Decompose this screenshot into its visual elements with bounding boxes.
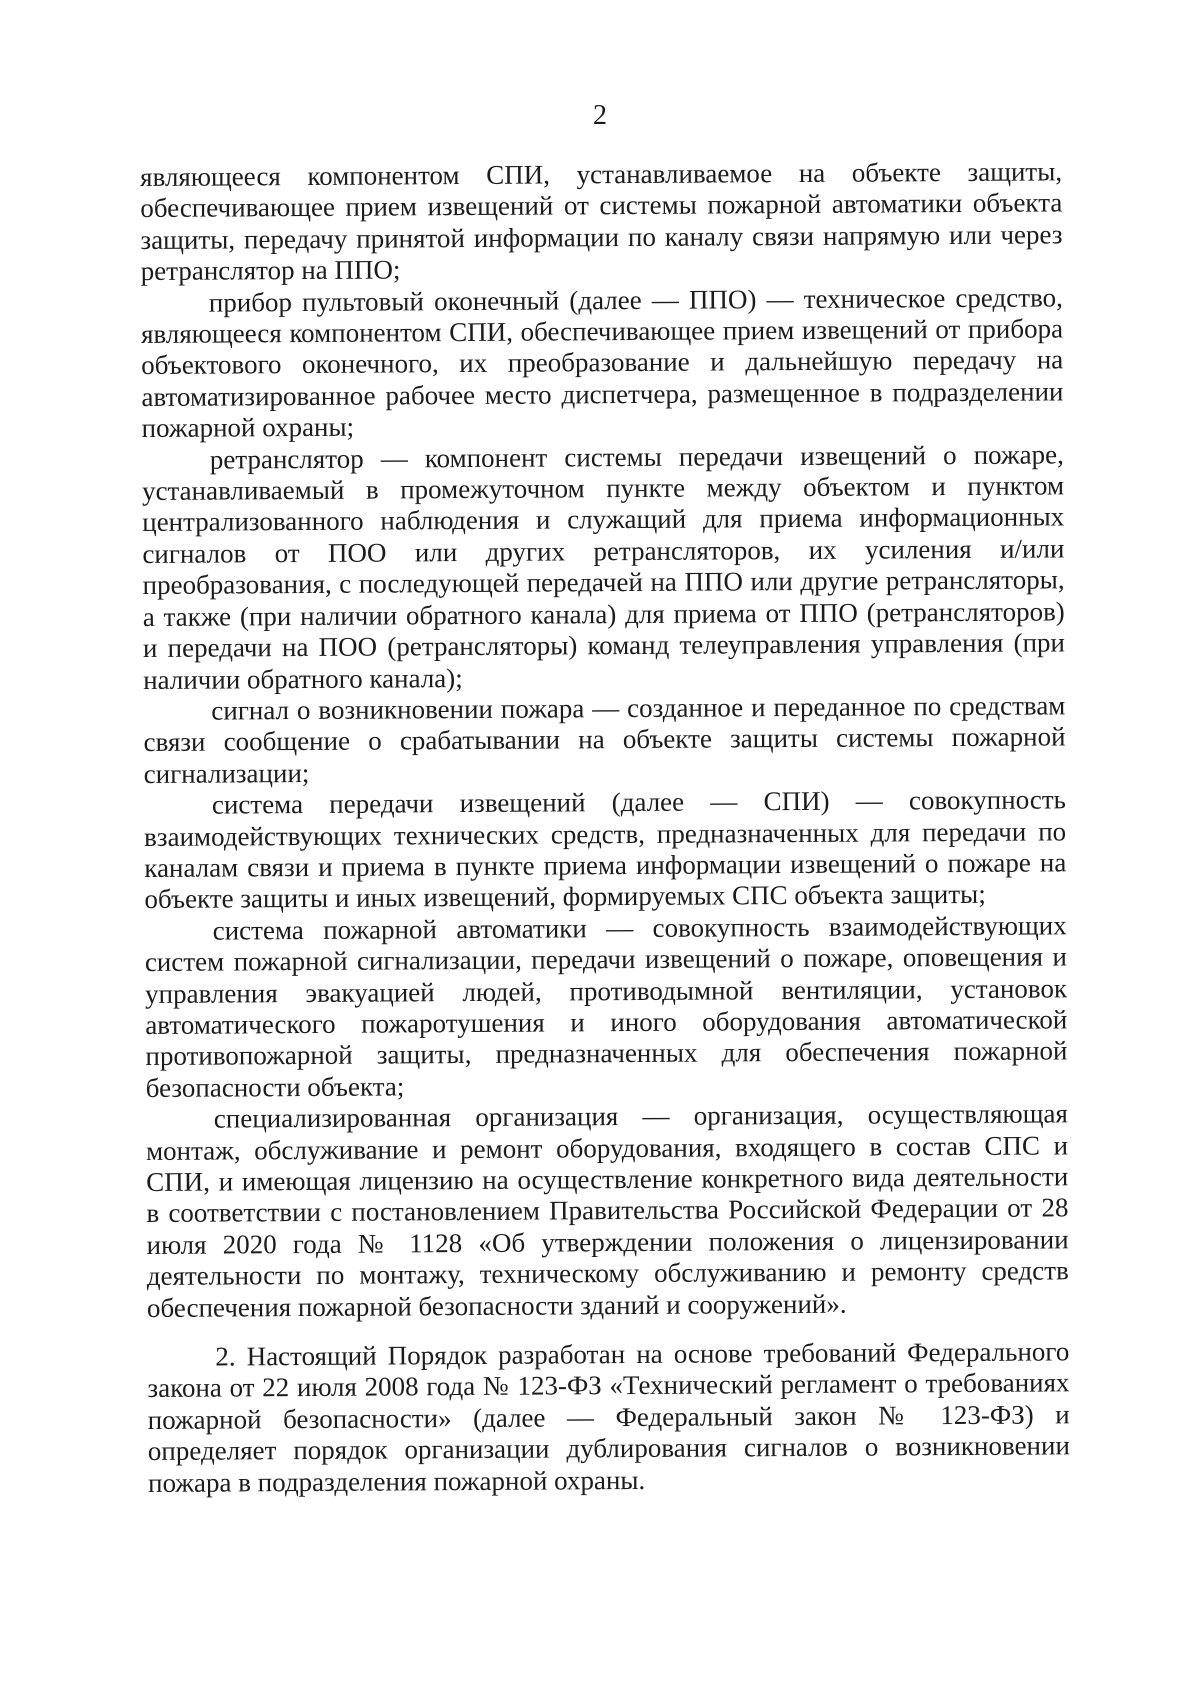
paragraph-section-2: 2. Настоящий Порядок разработан на основе требований Федерального закона от 22 июля 2008 года № 123-ФЗ «Технический регламент о требованиях пожарной безопасности» (далее — Федеральный закон № 123-ФЗ) и определяет порядок организации дублирования сигналов о возникновении пожара в подразделения пожарной охраны. <box>147 1336 1070 1498</box>
paragraph-fire-signal-definition: сигнал о возникновении пожара — созданное и переданное по средствам связи сообщение о срабатывании на объекте защиты системы пожарной сигнализации; <box>143 690 1066 789</box>
paragraph-ppo-definition: прибор пультовый оконечный (далее — ППО) — техническое средство, являющееся компонентом СПИ, обеспечивающее прием извещений от прибора объектового оконечного, их преобразование и дальнейшую передачу на автоматизированное рабочее место диспетчера, размещенное в подразделении пожарной охраны; <box>140 281 1064 444</box>
document-body <box>140 156 1070 1499</box>
paragraph-retranslator-definition: ретранслятор — компонент системы передачи извещений о пожаре, устанавливаемый в промежуточном пункте между объектом и пунктом централизованного наблюдения и служащий для приема информационных сигналов от ПОО или других ретрансляторов, их усиления и/или преобразования, с последующей передачей на ППО или другие ретрансляторы, а также (при наличии обратного канала) для приема от ППО (ретрансляторов) и передачи на ПОО (ретрансляторы) команд телеуправления управления (при наличии обратного канала); <box>141 439 1066 695</box>
page-number: 2 <box>593 100 607 131</box>
paragraph-poo-definition-continued: являющееся компонентом СПИ, устанавливаемое на объекте защиты, обеспечивающее прием извещений от системы пожарной автоматики объекта защиты, передачу принятой информации по каналу связи напрямую или через ретранслятор на ППО; <box>140 156 1063 287</box>
paragraph-specialized-organization-definition: специализированная организация — организация, осуществляющая монтаж, обслуживание и ремонт оборудования, входящего в состав СПС и СПИ, и имеющая лицензию на осуществление конкретного вида деятельности в соответствии с постановлением Правительства Российской Федерации от 28 июля 2020 года № 1128 «Об утверждении положения о лицензировании деятельности по монтажу, техническому обслуживанию и ремонту средств обеспечения пожарной безопасности зданий и сооружений». <box>145 1098 1069 1323</box>
paragraph-fire-automation-definition: система пожарной автоматики — совокупность взаимодействующих систем пожарной сигнализации, передачи извещений о пожаре, оповещения и управления эвакуацией людей, противодымной вентиляции, установок автоматического пожаротушения и иного оборудования автоматической противопожарной защиты, предназначенных для обеспечения пожарной безопасности объекта; <box>144 910 1068 1103</box>
paragraph-spi-definition: система передачи извещений (далее — СПИ) — совокупность взаимодействующих технических средств, предназначенных для передачи по каналам связи и приема в пункте приема информации извещений о пожаре на объекте защиты и иных извещений, формируемых СПС объекта защиты; <box>144 784 1067 915</box>
